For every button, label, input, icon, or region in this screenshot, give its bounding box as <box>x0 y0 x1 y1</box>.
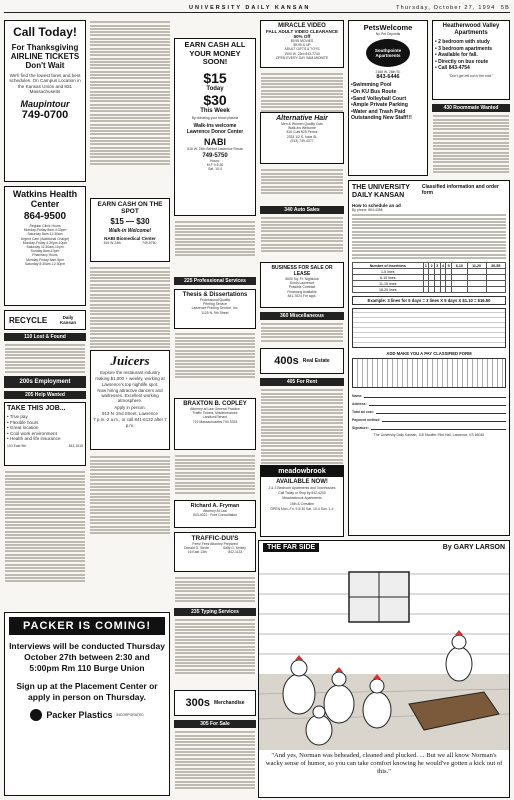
thesis-line: Lawrence Printing Service, Inc. <box>191 306 239 311</box>
packer-logo <box>9 709 165 721</box>
maupintour-logo: Maupintour <box>20 98 70 109</box>
classified-title: Classified information and order form <box>421 184 499 196</box>
form-field[interactable] <box>352 423 506 430</box>
form-field-line[interactable] <box>371 425 506 430</box>
braxton-line: Landlord/Tenant <box>202 415 228 420</box>
donor-phone: 749-5750 <box>202 152 228 159</box>
watkins-hours-line: Monday-Friday 4:30pm-10pm <box>22 240 68 245</box>
form-field-label: Name: <box>352 393 363 398</box>
rates-header-cell: 5 <box>447 263 450 268</box>
alt-hair-body <box>263 122 341 135</box>
for-sale-text <box>175 730 255 791</box>
watkins-hours-line: Monday-Friday 8am-4:30pm <box>23 228 67 233</box>
section-for-rent: 405 For Rent <box>260 378 344 386</box>
traffic-names: Donald G. Strole Sally G. Kelsey <box>183 546 246 551</box>
heatherwood-items <box>435 39 507 72</box>
typing-text-1 <box>175 576 255 604</box>
ad-head: MIRACLE VIDEO <box>278 23 326 29</box>
take-this-job-ad <box>4 402 86 466</box>
rates-row: 16-20 lines <box>353 287 506 293</box>
roommate-text <box>433 114 509 175</box>
personals-text <box>175 332 255 379</box>
braxton-ad <box>174 398 256 450</box>
ad-center: NABI Biomedical Center <box>104 236 156 241</box>
form-field-label: Total ad cost: <box>352 409 374 414</box>
job-item: • Flexible hours <box>7 419 39 425</box>
form-title: ADD MAKE YOU A PAY CLASSIFIED FORM <box>386 351 472 357</box>
watkins-hours-line: Monday-Friday 8am-5pm <box>26 257 64 262</box>
ad-amount: $15 — $30 <box>110 217 150 226</box>
cartoon-caption: "And yes, Norman was beheaded, cleaned and plucked. ... But we all know Norman's wacky sense of humor, so you can take comfort knowing he would've gotten a kick out of this." <box>265 752 503 775</box>
rates-header-cell: 4 <box>441 263 444 268</box>
form-field-line[interactable] <box>369 401 506 406</box>
section-help-wanted: 205 Help Wanted <box>4 391 86 399</box>
newspaper-title: UNIVERSITY DAILY KANSAN <box>189 4 311 11</box>
classified-instructions <box>352 214 506 259</box>
section-auto: 340 Auto Sales <box>260 206 344 214</box>
business-body <box>263 277 341 298</box>
alt-hair-addr: 2333 1/2 S. Iowa St. <box>286 134 318 139</box>
juicers-line: making $1,000 + weekly, working at Lawrence's top nightlife spot. <box>95 376 165 387</box>
pets-feature: Outstanding New Staff!!! <box>351 115 412 122</box>
rates-header-cell: 1 <box>424 263 427 268</box>
help-wanted-text-2 <box>90 20 170 166</box>
donor-amount-1: $15 <box>203 69 227 86</box>
meadowbrook-line: 15th & Crestline <box>289 501 315 506</box>
pets-feature: •Ample Private Parking <box>351 102 408 109</box>
ad-head: EARN CASH ON THE SPOT <box>97 201 163 215</box>
cartoon-header <box>259 541 509 554</box>
ad-head: PetsWelcome <box>363 23 413 32</box>
heatherwood-item: • Directly on bus route <box>435 58 489 65</box>
classified-header <box>352 184 506 200</box>
donor-label-1: Today <box>206 85 224 92</box>
ad-head: TRAFFIC-DUI'S <box>191 535 239 542</box>
thesis-line: Printing Service <box>203 302 227 307</box>
donor-hours-2: Sat. 10-4 <box>208 167 222 172</box>
pets-feature: •Swimming Pool <box>351 82 392 89</box>
services-text <box>175 454 255 495</box>
section-label: Real Estate <box>302 358 330 364</box>
miracle-line: OPEN EVERY DAY 9AM-MIDNITE <box>275 55 329 60</box>
section-personals: 225 Professional Services <box>174 277 256 285</box>
job-foot: 100 East 9th 843-1515 <box>7 443 83 448</box>
miracle-video-ad <box>260 20 344 68</box>
rates-header-cell: 6-10 <box>452 263 468 269</box>
ad-head: TAKE THIS JOB... <box>7 405 66 412</box>
rates-table <box>352 262 506 293</box>
thesis-ad <box>174 289 256 329</box>
form-field-label: Signature: <box>352 425 369 430</box>
ad-head: BRAXTON B. COPLEY <box>183 401 247 407</box>
ad-head: Thesis & Dissertations <box>182 292 248 298</box>
recycle-paper: Daily Kansan <box>59 315 77 325</box>
watkins-hours-line: Sunday 8am-10pm <box>30 249 60 254</box>
donor-walk: Walk-ins welcome <box>193 122 237 129</box>
section-employment: 200s Employment <box>4 376 86 388</box>
section-for-sale: 305 For Sale <box>174 720 256 728</box>
section-label: Merchandise <box>213 700 245 706</box>
recycle-ad <box>4 310 86 330</box>
packer-logo-mark <box>30 709 42 721</box>
help-wanted-text-1 <box>5 470 85 583</box>
masthead <box>4 3 510 13</box>
rates-header-cell: Number of Insertions <box>353 263 424 269</box>
watkins-hours-line: Regular Clinic Hours <box>29 224 61 228</box>
alt-hair-line: Men & Women Quality Cuts <box>281 122 323 126</box>
juicers-logo: Juicers <box>110 353 150 368</box>
ad-sub: FALL ADULT VIDEO CLEARANCE 50% Off <box>266 29 338 39</box>
thesis-line: Professional Quality <box>199 298 231 302</box>
heatherwood-item: • Call 843-4754 <box>435 65 470 72</box>
form-fields <box>352 391 506 430</box>
form-field[interactable] <box>352 407 506 414</box>
donor-center: Lawrence Donor Center <box>186 128 244 135</box>
meadowbrook-logo: meadowbrook <box>261 466 343 477</box>
ad-sub: Walk-in Welcome! <box>108 228 152 234</box>
how-to-schedule: How to schedule an ad <box>352 203 401 208</box>
meadowbrook-line: Meadowbrook Apartments <box>282 496 322 501</box>
ad-head: Call Today! <box>13 25 77 39</box>
maupintour-ad <box>4 20 86 182</box>
form-field-label: Address: <box>352 401 367 406</box>
job-items <box>7 414 83 442</box>
heatherwood-item: • Available for fall. <box>435 52 478 59</box>
business-line: Financing Available <box>287 289 317 294</box>
business-line: Possible Contract <box>288 285 316 290</box>
typing-text-2 <box>175 618 255 675</box>
ad-body: For Thanksgiving AIRLINE TICKETS Don't Wait <box>10 43 80 70</box>
business-sale-ad <box>260 262 344 308</box>
pets-feature: •Sand Volleyball Court <box>351 95 407 102</box>
section-number: 400s <box>274 355 299 367</box>
business-line: 5600 Sq. Ft. Nightclub <box>285 277 319 281</box>
donor-label-2: This Week <box>200 107 230 114</box>
job-item: • Great location <box>7 425 39 431</box>
watkins-ad <box>4 186 86 306</box>
strip-author: By GARY LARSON <box>442 544 505 551</box>
business-line: South Lawrence <box>289 281 315 286</box>
watkins-hours <box>7 224 83 266</box>
kansan-logo: THE UNIVERSITY DAILY KANSAN <box>352 184 410 199</box>
form-field[interactable] <box>352 399 506 406</box>
juicers-body <box>93 370 167 428</box>
donor-hours-label: Hours: <box>210 158 220 163</box>
alt-hair-line: Walk-ins Welcome <box>288 126 316 131</box>
heatherwood-foot: "Don't get left out in the cold." <box>448 73 494 78</box>
juicers-line: 913 N. 2nd Street, Lawrence <box>102 411 158 417</box>
rates-header-cell: 2 <box>430 263 433 268</box>
rates-header-cell: 11-20 <box>467 263 486 269</box>
thesis-line: 1125 N. 9th Street <box>201 310 229 315</box>
rates-header-cell: 30-55 <box>486 263 505 269</box>
phone-line: By phone: 864-4358 <box>352 208 383 212</box>
lost-found-text <box>5 343 85 374</box>
section-typing: 235 Typing Services <box>174 608 256 616</box>
packer-brand: Packer Plastics <box>46 710 113 720</box>
braxton-line: Traffic Tickets, Misdemeanors <box>192 411 238 416</box>
page-date-right: Thursday, October 27, 1994 5B <box>396 4 510 11</box>
help-wanted-text-3 <box>90 266 170 350</box>
traffic-ad <box>174 532 256 572</box>
watkins-hours-line: Saturday 11:30am-10pm <box>26 245 64 250</box>
traffic-phones: 16 East 13th 842-1133 <box>187 550 243 555</box>
watkins-hours-line: Saturday 8:30am-12:30pm <box>24 261 66 266</box>
hyman-contact: 843-4022 · Free Consultation <box>192 513 238 518</box>
thesis-body <box>177 298 253 315</box>
form-field-line[interactable] <box>364 393 506 398</box>
cartoon-drawing <box>259 554 509 750</box>
heatherwood-item: • 2 bedroom with study <box>435 39 490 45</box>
job-item: • Health and life insurance <box>7 436 61 442</box>
meadowbrook-ad <box>260 465 344 537</box>
ad-head: Watkins Health Center <box>12 189 78 209</box>
rates-row: 6-10 lines <box>353 275 506 281</box>
heatherwood-ad <box>432 20 510 100</box>
ad-lines-grid <box>352 358 506 388</box>
miracle-body <box>263 39 341 60</box>
juicers-line: Explore the restaurant industry <box>100 370 160 375</box>
ad-contact: 816 W 24th 749-5750 <box>103 241 157 245</box>
pets-welcome-ad <box>348 20 428 176</box>
donor-body: By donating your blood plasma <box>191 115 239 120</box>
braxton-line: 719 Massachusetts 749-5333 <box>192 419 238 424</box>
meadowbrook-line: 2 & 3 Bedroom Apartments and Townhouses <box>268 486 336 490</box>
for-rent-text <box>261 388 343 468</box>
packer-ad <box>4 612 170 796</box>
watkins-hours-line: Urgent Care (Additional Charge) <box>20 236 70 241</box>
juicers-line: Apply in person. <box>114 404 146 410</box>
rates-row: 11-15 lines <box>353 281 506 287</box>
misc-text-3 <box>261 322 343 343</box>
miracle-line: $9.95 & UP <box>293 43 311 48</box>
form-field-label: Payment method: <box>352 417 381 422</box>
nabi-logo: NABI <box>204 136 226 147</box>
classified-form <box>348 180 510 536</box>
help-wanted-text-5 <box>175 220 255 258</box>
meadowbrook-line: OPEN Mon.-Fri. 9-5:30 Sat. 10-4 Sun. 1-4 <box>270 506 334 511</box>
fourhundreds-ad <box>260 348 344 374</box>
ad-head: EARN CASH ALL YOUR MONEY SOON! <box>184 40 246 66</box>
juicers-line: Now hiring attractive dancers and waitresses. Excellent working atmosphere. <box>97 387 163 404</box>
meadowbrook-body <box>261 486 343 511</box>
donor-hours-1: M-F 9-6:30 <box>206 163 224 168</box>
hyman-ad <box>174 500 256 528</box>
ad-head: PACKER IS COMING! <box>9 617 165 635</box>
pets-features <box>351 82 425 122</box>
alt-hair-line: $10 Cuts $25 Perms <box>286 130 318 135</box>
classifications-grid <box>352 308 506 348</box>
job-item: • True pay <box>7 414 28 419</box>
help-wanted-text-4 <box>90 455 170 535</box>
miracle-line: ADULT GIFTS & TOYS <box>284 47 320 52</box>
earn-cash-spot-ad <box>90 198 170 262</box>
strip-title: THE FAR SIDE <box>263 543 319 552</box>
pets-feature: •Water and Trash Paid <box>351 108 406 115</box>
misc-text-2 <box>261 168 343 196</box>
form-field[interactable] <box>352 415 506 422</box>
section-lost-found: 110 Lost & Found <box>4 333 86 341</box>
alt-hair-logo: Alternative Hair <box>276 115 328 122</box>
donor-amount-2: $30 <box>203 91 227 108</box>
meadowbrook-line: Call Today or Stop by 842-4200 <box>278 491 326 496</box>
ad-sub: No Pet Deposits <box>375 32 401 36</box>
watkins-hours-line: Saturday 8am-11:30am <box>27 232 63 237</box>
packer-cta: Sign up at the Placement Center or apply in person on Thursday. <box>16 681 158 702</box>
braxton-body <box>177 411 253 424</box>
ad-head: Heatherwood Valley Apartments <box>442 23 500 36</box>
alternative-hair-ad <box>260 112 344 164</box>
juicers-line: 7 p.m.-2 a.m., or call 841-6132 after 7 p.m. <box>93 417 167 428</box>
heatherwood-item: • 3 bedroom apartments <box>435 45 493 52</box>
threehundreds-ad <box>174 690 256 716</box>
ad-sub: We'll find the lowest fares and best schedules. On Campus Location in the Kansas Union and 831 Massachusetts <box>9 73 81 95</box>
form-field[interactable] <box>352 391 506 398</box>
ad-head: AVAILABLE NOW! <box>276 479 328 485</box>
packer-brand-sub: INCORPORATED <box>116 712 144 717</box>
classified-foot: The University Daily Kansan, 118 Stauffer-Flint Hall, Lawrence, KS 66045 <box>373 433 485 438</box>
pets-addr: 2166 W. 26th St. <box>375 70 401 75</box>
watkins-phone: 864-9500 <box>23 211 67 222</box>
miracle-line: $9.95 MOVIES <box>290 39 314 43</box>
form-field-line[interactable] <box>376 409 506 414</box>
rates-row: 1-5 lines <box>353 269 506 275</box>
maupintour-phone: 749-0700 <box>21 108 69 121</box>
ad-sub: Attorney At Law <box>203 509 227 513</box>
ad-sub: Fees! Fees Attorney Prepared <box>192 542 238 546</box>
pets-feature: •On KU Bus Route <box>351 89 397 95</box>
ad-sub: Attorney at Law General Practice <box>190 407 240 411</box>
southpointe-logo: Southpointe Apartments <box>366 39 410 67</box>
donor-addr: 816 W. 24th Behind Lawrence Fiesta <box>187 146 243 151</box>
far-side-cartoon <box>258 540 510 798</box>
packer-body: Interviews will be conducted Thursday October 27th between 2:30 and 5:00pm Rm 110 Burge Union <box>9 641 165 673</box>
pets-phone: 843-6446 <box>376 74 400 81</box>
section-misc: 360 Miscellaneous <box>260 312 344 320</box>
section-roommate: 430 Roommate Wanted <box>432 104 510 112</box>
rates-example: Example: 3 lines for 5 days = 3 lines X 5 days X $1.10 = $16.50 <box>352 296 506 305</box>
business-line: 841-7824 For appt. <box>287 293 317 298</box>
miracle-line: 1900 W. 23rd 843-7740 <box>284 51 320 56</box>
alt-hair-phone: (913) 749-4377 <box>290 138 314 143</box>
page-number: 5B <box>500 4 510 11</box>
rates-header-cell: 3 <box>436 263 439 268</box>
ad-head: Richard A. Fryman <box>190 503 240 509</box>
earn-cash-donor-ad <box>174 38 256 216</box>
section-number: 300s <box>185 697 210 709</box>
form-field-line[interactable] <box>382 417 506 422</box>
juicers-ad <box>90 350 170 450</box>
recycle-word: RECYCLE <box>8 315 48 325</box>
misc-text-1 <box>261 72 343 113</box>
watkins-hours-line: Pharmacy Hours <box>32 253 58 258</box>
ad-head: BUSINESS FOR SALE OR LEASE <box>271 265 333 277</box>
job-item: • Cool work environment <box>7 430 57 436</box>
auto-text <box>261 216 343 254</box>
